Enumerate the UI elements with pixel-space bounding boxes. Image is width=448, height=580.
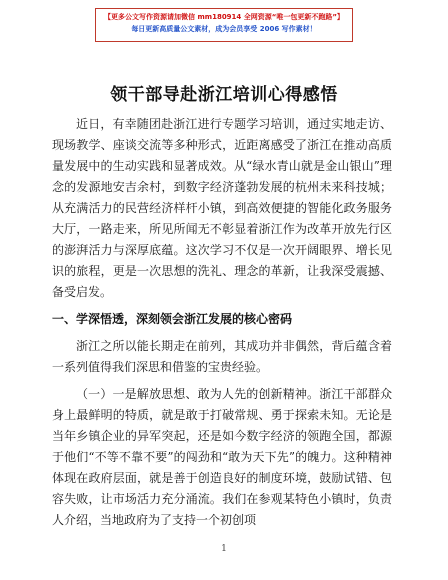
promo-banner	[95, 8, 353, 42]
document-body	[52, 114, 392, 537]
promo-line-1: 【更多公文写作资源请加微信 mm180914 全网资源“唯一包更新不跑路”】	[104, 13, 344, 21]
section-heading: 一、学深悟透，深刻领会浙江发展的核心密码	[52, 312, 293, 326]
body-paragraph: （一）一是解放思想、敢为人先的创新精神。浙江干部群众身上最鲜明的特质，就是敢于打破常规、勇于探索未知。无论是当年乡镇企业的异军突起，还是如今数字经济的领跑全国，都源于他们“不等不靠不要”的闯劲和“敢为天下先”的魄力。这种精神体现在政府层面，就是善于创造良好的制度环境，鼓励试错、包容失败，让市场活力充分涌流。我们在参观某特色小镇时，负责人介绍，当地政府为了支持一个初创项	[52, 387, 392, 527]
promo-line-2: 每日更新高质量公文素材，成为会员享受 2006 写作素材！	[131, 25, 317, 33]
page-number: 1	[221, 544, 227, 554]
intro-paragraph: 近日，有幸随团赴浙江进行专题学习培训，通过实地走访、现场教学、座谈交流等多种形式，近距离感受了浙江在推动高质量发展中的生动实践和显著成效。从“绿水青山就是金山银山”理念的发源地安吉余村，到数字经济蓬勃发展的杭州未来科技城；从充满活力的民营经济样杆小镇，到高效便捷的智能化政务服务大厅，一路走来，所见所闻无不彰显着浙江作为改革开放先行区的澎湃活力与深厚底蕴。这次学习不仅是一次开阔眼界、增长见识的旅程，更是一次思想的洗礼、理念的革新，让我深受震撼、备受启发。	[52, 117, 392, 299]
document-title: 领干部导赴浙江培训心得感悟	[110, 85, 338, 105]
body-paragraph: 浙江之所以能长期走在前列，其成功并非偶然，背后蕴含着一系列值得我们深思和借鉴的宝贵经验。	[52, 339, 392, 374]
